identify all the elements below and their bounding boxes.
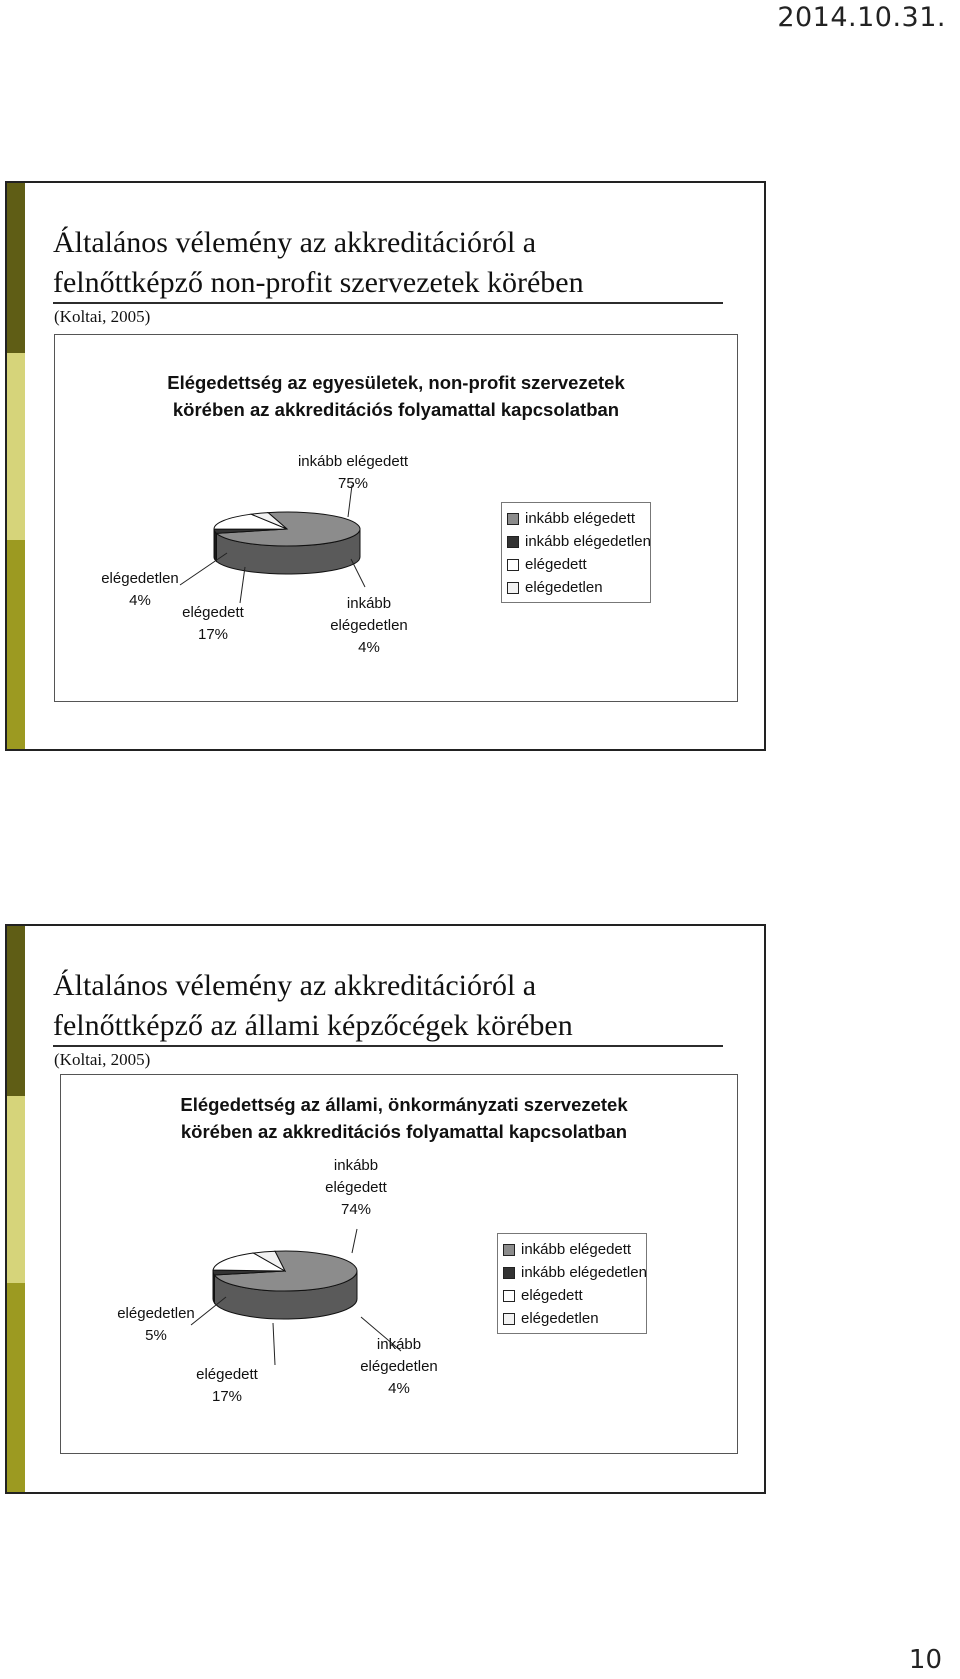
legend-swatch	[507, 513, 519, 525]
legend-label: inkább elégedett	[525, 510, 636, 527]
legend-item	[507, 530, 651, 553]
pie-chart	[60, 1074, 738, 1454]
legend-label: inkább elégedett	[521, 1241, 632, 1258]
data-label-value: 74%	[340, 1201, 372, 1218]
data-label-elegedetlen	[95, 568, 185, 612]
legend-item	[507, 507, 642, 530]
chart-title	[55, 369, 737, 423]
legend-swatch	[507, 536, 519, 548]
title-underline	[53, 1045, 723, 1047]
page-date: 2014.10.31.	[777, 2, 946, 33]
data-label-value: 4%	[388, 1380, 410, 1397]
data-label-name: elégedetlen	[330, 617, 408, 634]
slide-title	[53, 966, 573, 1046]
citation: (Koltai, 2005)	[54, 307, 151, 326]
data-label-name: elégedett	[325, 1179, 387, 1196]
legend-label: elégedetlen	[521, 1310, 599, 1327]
leader-line-elegedetlen	[180, 553, 227, 585]
legend-label: inkább elégedetlen	[521, 1264, 647, 1281]
legend-item	[503, 1261, 647, 1284]
legend-label: inkább elégedetlen	[525, 533, 651, 550]
slide-accent-stripe	[7, 183, 25, 749]
slide-title-line: felnőttképző non-profit szervezetek körében	[53, 266, 584, 299]
stripe-segment-light	[7, 1096, 25, 1283]
citation: (Koltai, 2005)	[54, 1050, 151, 1069]
slide-title	[53, 223, 584, 303]
data-label-value: 5%	[145, 1327, 167, 1344]
data-label-value: 4%	[129, 592, 151, 609]
stripe-segment-dark	[7, 183, 25, 353]
slide-accent-stripe	[7, 926, 25, 1492]
data-label-elegedett	[187, 1364, 267, 1408]
chart-legend	[497, 1233, 647, 1334]
pie-side-inkabb-elegedetlen	[213, 1271, 214, 1303]
data-label-name: elégedett	[196, 1366, 258, 1383]
data-label-name: elégedetlen	[360, 1358, 438, 1375]
slide-title-line: felnőttképző az állami képzőcégek körében	[53, 1009, 573, 1042]
chart-legend	[501, 502, 651, 603]
data-label-name: inkább	[346, 595, 392, 612]
chart-title-line: Elégedettség az egyesületek, non-profit szervezetek	[167, 372, 625, 393]
stripe-segment-mid	[7, 1283, 25, 1492]
leader-line-elegedett	[273, 1323, 275, 1365]
stripe-segment-light	[7, 353, 25, 540]
data-label-elegedetlen	[111, 1303, 201, 1347]
slide-nonprofit	[5, 181, 766, 751]
legend-swatch	[503, 1290, 515, 1302]
pie-chart	[54, 334, 738, 702]
slide-title-line: Általános vélemény az akkreditációról a	[53, 226, 537, 259]
legend-item	[503, 1284, 638, 1307]
legend-label: elégedett	[521, 1287, 583, 1304]
data-label-elegedett	[173, 602, 253, 646]
data-label-inkabb-elegedett	[311, 1155, 401, 1221]
data-label-value: 17%	[211, 1388, 243, 1405]
chart-title-line: Elégedettség az állami, önkormányzati szervezetek	[180, 1094, 628, 1115]
legend-item	[507, 576, 642, 599]
chart-title-line: körében az akkreditációs folyamattal kapcsolatban	[180, 1121, 628, 1142]
slide-title-line: Általános vélemény az akkreditációról a	[53, 969, 537, 1002]
chart-title	[61, 1091, 737, 1145]
data-label-name: inkább elégedett	[297, 453, 409, 470]
legend-swatch	[503, 1267, 515, 1279]
data-label-name: elégedetlen	[117, 1305, 195, 1322]
legend-item	[503, 1307, 638, 1330]
data-label-inkabb-elegedett	[293, 451, 413, 495]
data-label-value: 17%	[197, 626, 229, 643]
page-number: 10	[908, 1645, 942, 1675]
data-label-value: 4%	[358, 639, 380, 656]
data-label-inkabb-elegedetlen	[319, 593, 419, 659]
leader-line-elegedett	[240, 567, 245, 603]
data-label-name: elégedetlen	[101, 570, 179, 587]
leader-line-inkabb-elegedett	[352, 1229, 357, 1253]
legend-swatch	[507, 582, 519, 594]
legend-item	[507, 553, 642, 576]
data-label-inkabb-elegedetlen	[349, 1334, 449, 1400]
legend-item	[503, 1238, 638, 1261]
data-label-name: inkább	[376, 1336, 422, 1353]
data-label-value: 75%	[337, 475, 369, 492]
legend-swatch	[503, 1244, 515, 1256]
title-underline	[53, 302, 723, 304]
legend-swatch	[507, 559, 519, 571]
legend-label: elégedetlen	[525, 579, 603, 596]
slide-allami	[5, 924, 766, 1494]
legend-swatch	[503, 1313, 515, 1325]
stripe-segment-dark	[7, 926, 25, 1096]
legend-label: elégedett	[525, 556, 587, 573]
data-label-name: inkább	[333, 1157, 379, 1174]
chart-title-line: körében az akkreditációs folyamattal kapcsolatban	[172, 399, 620, 420]
stripe-segment-mid	[7, 540, 25, 749]
data-label-name: elégedett	[182, 604, 244, 621]
leader-line-inkabb-elegedetlen	[351, 559, 365, 587]
